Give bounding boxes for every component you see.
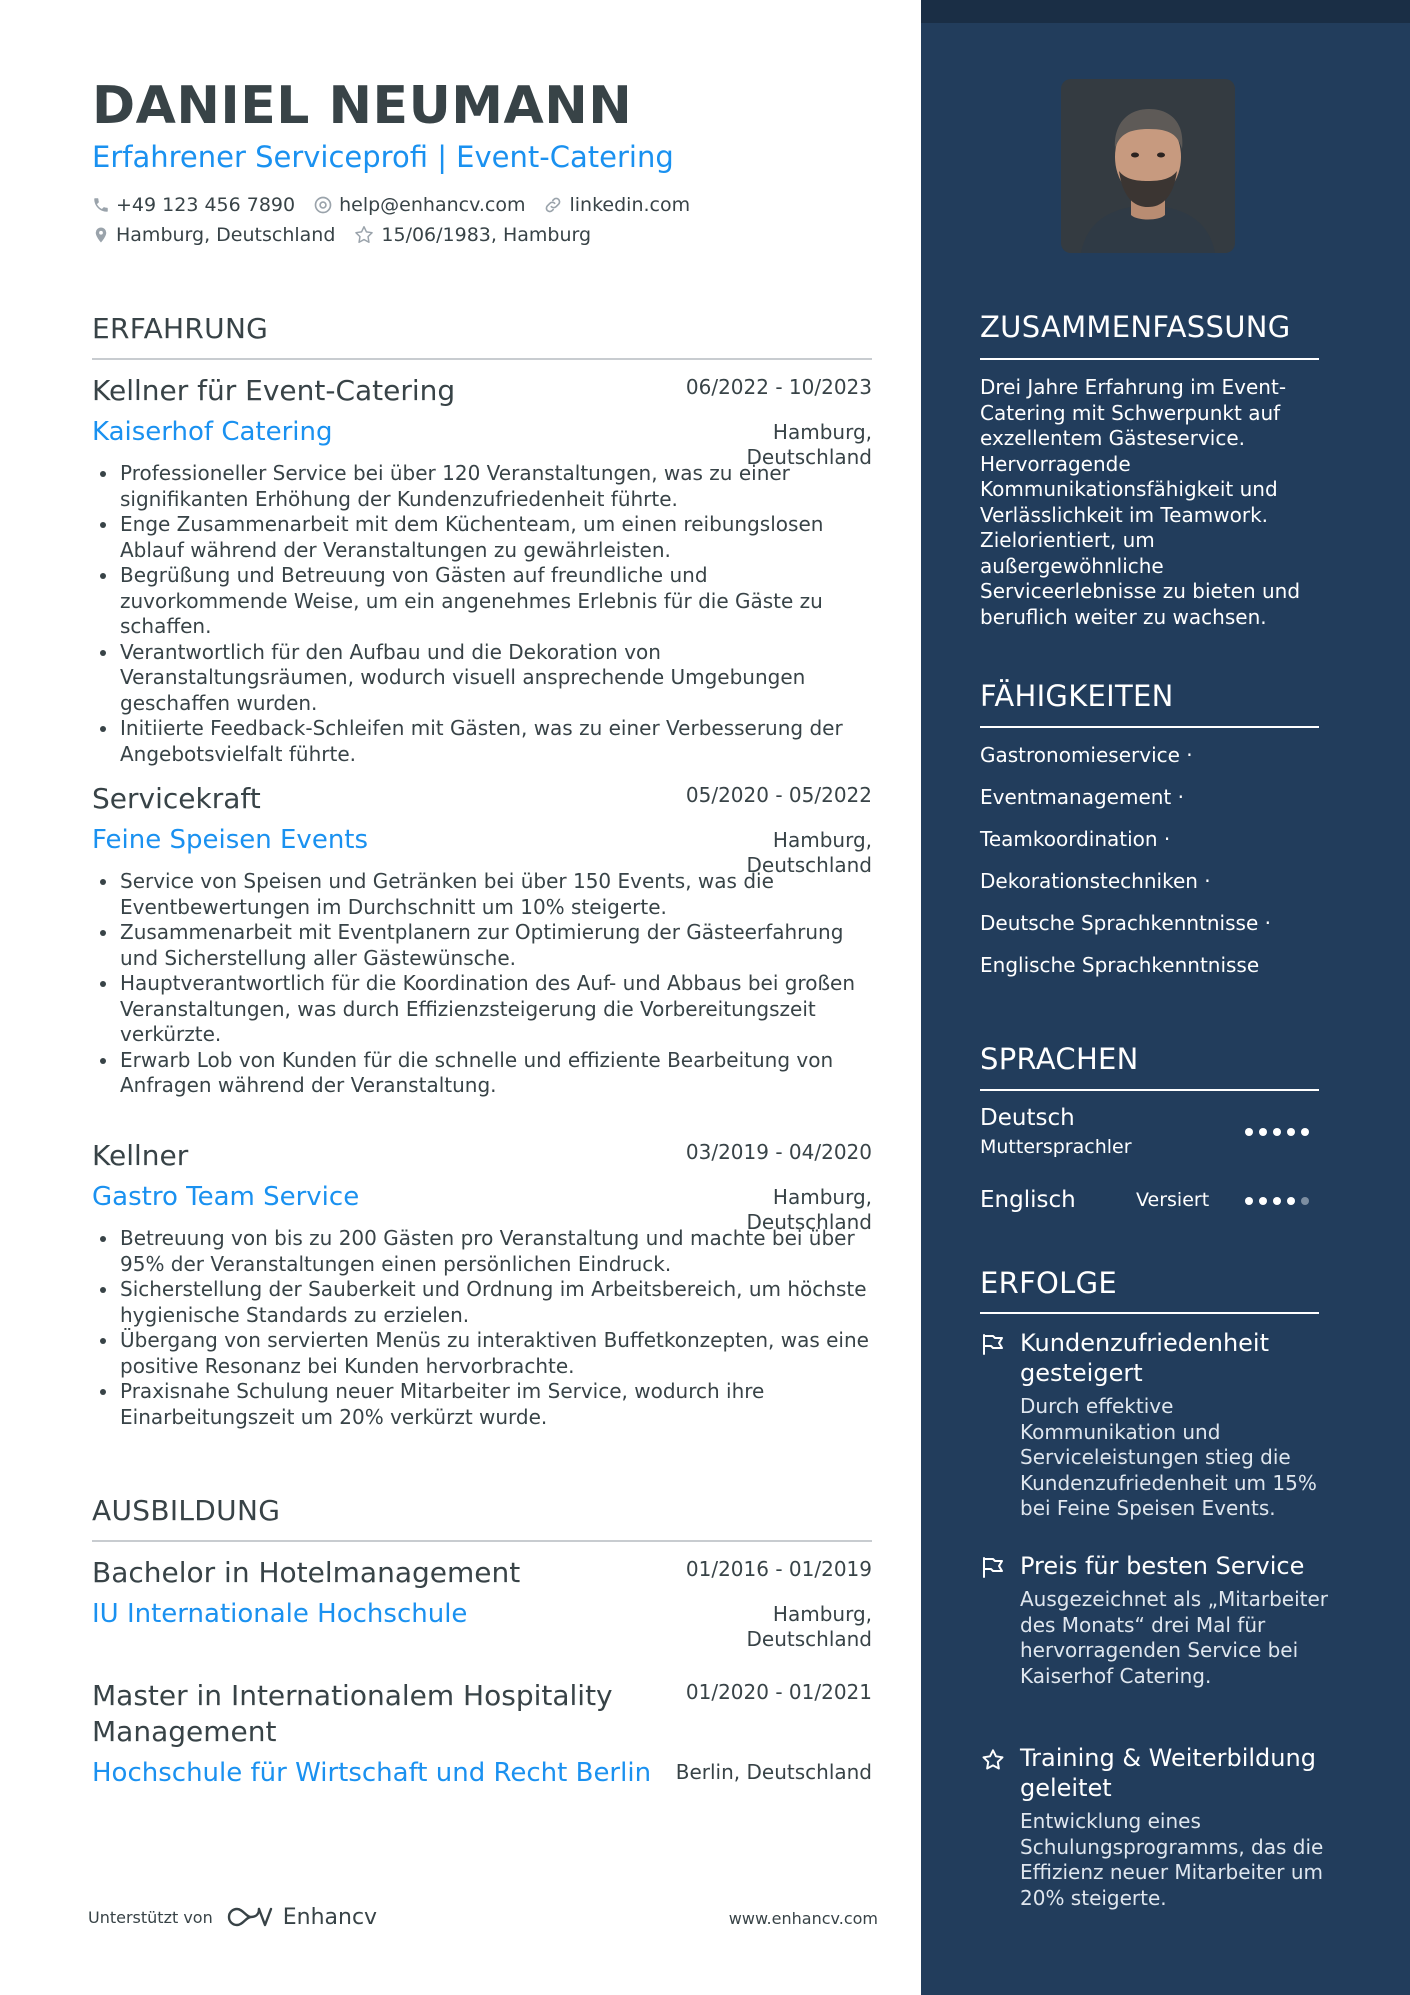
rating-dot xyxy=(1259,1197,1267,1205)
achievement-title: Training & Weiterbildung geleitet xyxy=(1020,1744,1316,1802)
job-company: Feine Speisen Events xyxy=(92,825,369,855)
contact-location xyxy=(92,224,335,246)
school-location-line1: Berlin, Deutschland xyxy=(675,1760,872,1784)
job-dates: 03/2019 - 04/2020 xyxy=(685,1140,872,1164)
job-bullet: Praxisnahe Schulung neuer Mitarbeiter im Service, wodurch ihre Einarbeitungszeit um 20% verkürzt wurde. xyxy=(92,1379,872,1430)
job-location-line2: Deutschland xyxy=(746,1210,872,1234)
language-name-englisch: Englisch xyxy=(980,1187,1076,1213)
job-location-line1: Hamburg, xyxy=(772,1185,872,1209)
job-company: Gastro Team Service xyxy=(92,1182,360,1212)
achievements-divider xyxy=(980,1312,1319,1314)
job-bullet: Übergang von servierten Menüs zu interaktiven Buffetkonzepten, was eine positive Resonanz bei Kunden hervorbrachte. xyxy=(92,1328,872,1379)
degree-title: Master in Internationalem Hospitality Management xyxy=(92,1679,613,1748)
phone-icon xyxy=(92,196,110,214)
flag-icon xyxy=(980,1555,1006,1579)
star-icon xyxy=(980,1747,1006,1773)
school-name: IU Internationale Hochschule xyxy=(92,1599,468,1629)
achievement-title: Kundenzufriedenheit gesteigert xyxy=(1020,1329,1269,1387)
job-bullet: Verantwortlich für den Aufbau und die Dekoration von Veranstaltungsräumen, wodurch visuell ansprechende Umgebungen geschaffen wurden. xyxy=(92,640,872,717)
job-location-line2: Deutschland xyxy=(746,445,872,469)
language-level-deutsch: Muttersprachler xyxy=(980,1136,1132,1158)
summary-text: Drei Jahre Erfahrung im Event-Catering mit Schwerpunkt auf exzellentem Gästeservice. Hervorragende Kommunikationsfähigkeit und Verlässlichkeit im Teamwork. Zielorientiert, um außergewöhnliche Serviceerlebnisse zu bieten und beruflich weiter zu wachsen. xyxy=(980,375,1301,629)
rating-dot xyxy=(1273,1197,1281,1205)
skill-item: Englische Sprachkenntnisse xyxy=(980,953,1260,977)
achievement-desc: Entwicklung eines Schulungsprogramms, das die Effizienz neuer Mitarbeiter um 20% steigerte. xyxy=(1020,1809,1324,1910)
flag-icon xyxy=(980,1332,1006,1356)
school-location-line1: Hamburg, xyxy=(772,1602,872,1626)
school-location-line2: Deutschland xyxy=(746,1627,872,1651)
experience-divider xyxy=(92,358,872,360)
education-divider xyxy=(92,1540,872,1542)
education-entry-2 xyxy=(92,1678,872,1788)
job-bullet: Professioneller Service bei über 120 Veranstaltungen, was zu einer signifikanten Erhöhung der Kundenzufriedenheit führte. xyxy=(92,461,872,512)
job-dates: 06/2022 - 10/2023 xyxy=(685,375,872,399)
at-icon xyxy=(313,195,333,215)
achievement-desc: Durch effektive Kommunikation und Serviceleistungen stieg die Kundenzufriedenheit um 15% bei Feine Speisen Events. xyxy=(1020,1394,1317,1520)
job-bullets xyxy=(92,461,872,767)
skill-item: Dekorationstechniken · xyxy=(980,869,1211,893)
job-company: Kaiserhof Catering xyxy=(92,417,333,447)
job-title: Kellner xyxy=(92,1139,189,1172)
job-bullet: Begrüßung und Betreuung von Gästen auf freundliche und zuvorkommende Weise, um ein angenehmes Erlebnis für die Gäste zu schaffen. xyxy=(92,563,872,640)
job-dates: 05/2020 - 05/2022 xyxy=(685,783,872,807)
school-location xyxy=(747,1602,873,1652)
job-bullet: Initiierte Feedback-Schleifen mit Gästen, was zu einer Verbesserung der Angebotsvielfalt führte. xyxy=(92,716,872,767)
languages-divider xyxy=(980,1089,1319,1091)
location-text: Hamburg, Deutschland xyxy=(116,224,336,246)
sidebar-column xyxy=(921,0,1410,1995)
footer-powered-by xyxy=(88,1904,377,1930)
education-entry-1 xyxy=(92,1555,872,1651)
achievement-desc: Ausgezeichnet als „Mitarbeiter des Monats“ drei Mal für hervorragenden Service bei Kaiserhof Catering. xyxy=(1020,1587,1328,1688)
skills-section-title: FÄHIGKEITEN xyxy=(980,679,1174,713)
summary-section-title: ZUSAMMENFASSUNG xyxy=(980,310,1291,344)
contact-row-2 xyxy=(92,224,609,246)
job-bullet: Zusammenarbeit mit Eventplanern zur Optimierung der Gästeerfahrung und Sicherstellung aller Gästewünsche. xyxy=(92,920,872,971)
job-bullet: Sicherstellung der Sauberkeit und Ordnung im Arbeitsbereich, um höchste hygienische Standards zu erzielen. xyxy=(92,1277,872,1328)
language-rating-deutsch xyxy=(1245,1128,1315,1136)
rating-dot-empty xyxy=(1301,1197,1309,1205)
language-level-englisch: Versiert xyxy=(1136,1189,1210,1211)
rating-dot xyxy=(1245,1197,1253,1205)
rating-dot xyxy=(1287,1128,1295,1136)
degree-dates: 01/2020 - 01/2021 xyxy=(685,1680,872,1704)
skills-list xyxy=(980,741,1271,993)
location-pin-icon xyxy=(92,225,110,245)
language-rating-englisch xyxy=(1245,1197,1315,1205)
contact-birth xyxy=(353,224,591,246)
job-location-line2: Deutschland xyxy=(746,853,872,877)
experience-section-title: ERFAHRUNG xyxy=(92,312,269,345)
achievement-title: Preis für besten Service xyxy=(1020,1552,1305,1580)
job-bullet: Enge Zusammenarbeit mit dem Küchenteam, um einen reibungslosen Ablauf während der Veranstaltungen zu gewährleisten. xyxy=(92,512,872,563)
candidate-name: DANIEL NEUMANN xyxy=(92,76,633,136)
enhancv-logo-icon xyxy=(225,1904,275,1930)
education-section-title: AUSBILDUNG xyxy=(92,1494,281,1527)
phone-text: +49 123 456 7890 xyxy=(116,194,296,216)
job-title: Kellner für Event-Catering xyxy=(92,374,456,407)
skills-divider xyxy=(980,726,1319,728)
rating-dot xyxy=(1273,1128,1281,1136)
job-bullets xyxy=(92,869,872,1099)
profile-photo xyxy=(1061,79,1235,253)
job-location-line1: Hamburg, xyxy=(772,828,872,852)
sidebar-top-bar xyxy=(921,0,1410,23)
languages-section-title: SPRACHEN xyxy=(980,1042,1139,1076)
job-bullet: Service von Speisen und Getränken bei über 150 Events, was die Eventbewertungen im Durchschnitt um 10% steigerte. xyxy=(92,869,872,920)
achievement-item-1 xyxy=(980,1328,1330,1522)
rating-dot xyxy=(1287,1197,1295,1205)
job-bullet: Hauptverantwortlich für die Koordination des Auf- und Abbaus bei großen Veranstaltungen, was durch Effizienzsteigerung die Vorbereitungszeit verkürzte. xyxy=(92,971,872,1048)
skill-item: Eventmanagement · xyxy=(980,785,1184,809)
contact-row-1 xyxy=(92,194,708,216)
brand-text: Enhancv xyxy=(282,1904,378,1930)
candidate-headline: Erfahrener Serviceprofi | Event-Catering xyxy=(92,140,674,174)
powered-by-text: Unterstützt von xyxy=(88,1907,213,1927)
language-name-deutsch: Deutsch xyxy=(980,1105,1075,1131)
skill-item: Gastronomieservice · xyxy=(980,743,1193,767)
skill-item: Deutsche Sprachkenntnisse · xyxy=(980,911,1271,935)
contact-email[interactable] xyxy=(313,194,525,216)
job-location-line1: Hamburg, xyxy=(772,420,872,444)
rating-dot xyxy=(1259,1128,1267,1136)
rating-dot xyxy=(1301,1128,1309,1136)
star-icon xyxy=(353,224,375,246)
school-name: Hochschule für Wirtschaft und Recht Berlin xyxy=(92,1758,652,1788)
contact-phone[interactable] xyxy=(92,194,295,216)
rating-dot xyxy=(1245,1128,1253,1136)
birth-text: 15/06/1983, Hamburg xyxy=(381,224,592,246)
school-location xyxy=(676,1760,872,1785)
experience-entry-1 xyxy=(92,373,872,767)
website-text: linkedin.com xyxy=(569,194,691,216)
link-icon xyxy=(543,195,563,215)
experience-entry-2 xyxy=(92,781,872,1099)
job-bullet: Erwarb Lob von Kunden für die schnelle und effiziente Bearbeitung von Anfragen während der Veranstaltung. xyxy=(92,1048,872,1099)
achievements-section-title: ERFOLGE xyxy=(980,1266,1118,1300)
degree-dates: 01/2016 - 01/2019 xyxy=(685,1557,872,1581)
job-bullet: Betreuung von bis zu 200 Gästen pro Veranstaltung und machte bei über 95% der Veranstaltungen einen persönlichen Eindruck. xyxy=(92,1226,872,1277)
email-text: help@enhancv.com xyxy=(339,194,526,216)
achievement-item-2 xyxy=(980,1551,1330,1689)
skill-item: Teamkoordination · xyxy=(980,827,1171,851)
degree-title: Bachelor in Hotelmanagement xyxy=(92,1556,521,1589)
summary-divider xyxy=(980,358,1319,360)
experience-entry-3 xyxy=(92,1138,872,1430)
job-title: Servicekraft xyxy=(92,782,261,815)
contact-link[interactable] xyxy=(543,194,690,216)
job-bullets xyxy=(92,1226,872,1430)
footer-url[interactable]: www.enhancv.com xyxy=(728,1909,878,1928)
achievement-item-3 xyxy=(980,1743,1330,1911)
